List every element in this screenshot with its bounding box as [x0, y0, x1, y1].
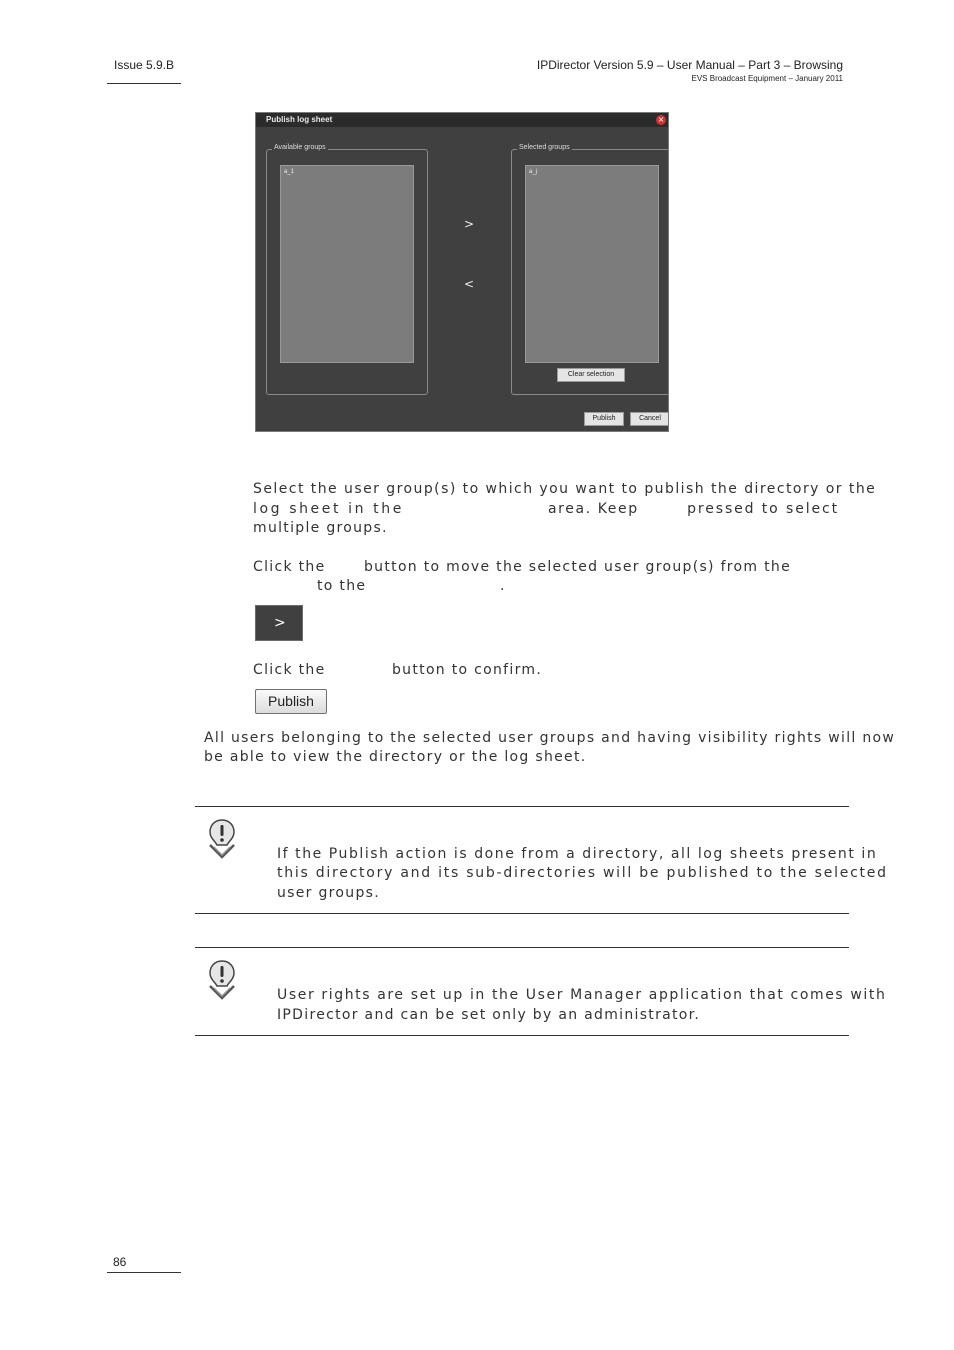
step3-text-b: button to confirm. [392, 662, 543, 678]
move-right-button-image [255, 605, 303, 641]
note-icon [206, 818, 238, 860]
step3-text-a: Click the [253, 662, 326, 678]
arrow-right-label: > [274, 615, 286, 631]
close-icon[interactable]: × [657, 115, 665, 124]
step2-line2a: to the [317, 578, 367, 594]
step2-line2b: . [500, 578, 506, 594]
note1-top-rule [195, 806, 849, 807]
header-rule [107, 83, 181, 84]
note2-top-rule [195, 947, 849, 948]
list-item[interactable]: a_j [529, 169, 538, 175]
step2-line1b: button to move the selected user group(s) from the [364, 559, 791, 575]
publish-dialog-screenshot [255, 112, 669, 432]
available-groups-box [266, 144, 428, 395]
list-item[interactable]: a_1 [284, 169, 295, 175]
note1-line3: user groups. [277, 885, 380, 901]
available-groups-label: Available groups [274, 144, 326, 151]
publish-button[interactable]: Publish [584, 412, 624, 426]
available-groups-list[interactable] [280, 165, 414, 363]
manual-subtitle: EVS Broadcast Equipment – January 2011 [691, 74, 843, 83]
note2-line2: IPDirector and can be set only by an administrator. [277, 1007, 701, 1023]
paragraph-line2: be able to view the directory or the log sheet. [204, 749, 587, 765]
note1-bottom-rule [195, 913, 849, 914]
selected-groups-box [511, 144, 669, 395]
step2-line1a: Click the [253, 559, 326, 575]
note2-bottom-rule [195, 1035, 849, 1036]
selected-groups-label: Selected groups [519, 144, 570, 151]
manual-title: IPDirector Version 5.9 – User Manual – Part 3 – Browsing [536, 58, 843, 72]
publish-button-label: Publish [268, 693, 314, 709]
paragraph-line1: All users belonging to the selected user groups and having visibility rights will now [204, 730, 896, 746]
move-left-button[interactable]: < [464, 277, 475, 291]
selected-groups-list[interactable] [525, 165, 659, 363]
note-icon [206, 959, 238, 1001]
clear-selection-button[interactable]: Clear selection [557, 368, 625, 382]
note2-line1: User rights are set up in the User Manager application that comes with [277, 987, 887, 1003]
dialog-title: Publish log sheet [256, 113, 668, 127]
step1-line2 [253, 500, 839, 520]
move-right-button[interactable]: > [464, 217, 475, 231]
footer-rule [107, 1272, 181, 1273]
step1-text-b: area. Keep [548, 501, 639, 517]
step1-text-a: log sheet in the [253, 501, 404, 517]
step1-line3: multiple groups. [253, 520, 388, 536]
publish-button-image [255, 689, 327, 714]
note1-line2: this directory and its sub-directories will be published to the selected [277, 865, 888, 881]
issue-label: Issue 5.9.B [114, 58, 175, 72]
page-number: 86 [113, 1255, 127, 1269]
note1-line1: If the Publish action is done from a directory, all log sheets present in [277, 846, 878, 862]
step1-text-c: pressed to select [687, 501, 839, 517]
step1-line1: Select the user group(s) to which you want to publish the directory or the [253, 481, 877, 497]
cancel-button[interactable]: Cancel [630, 412, 669, 426]
